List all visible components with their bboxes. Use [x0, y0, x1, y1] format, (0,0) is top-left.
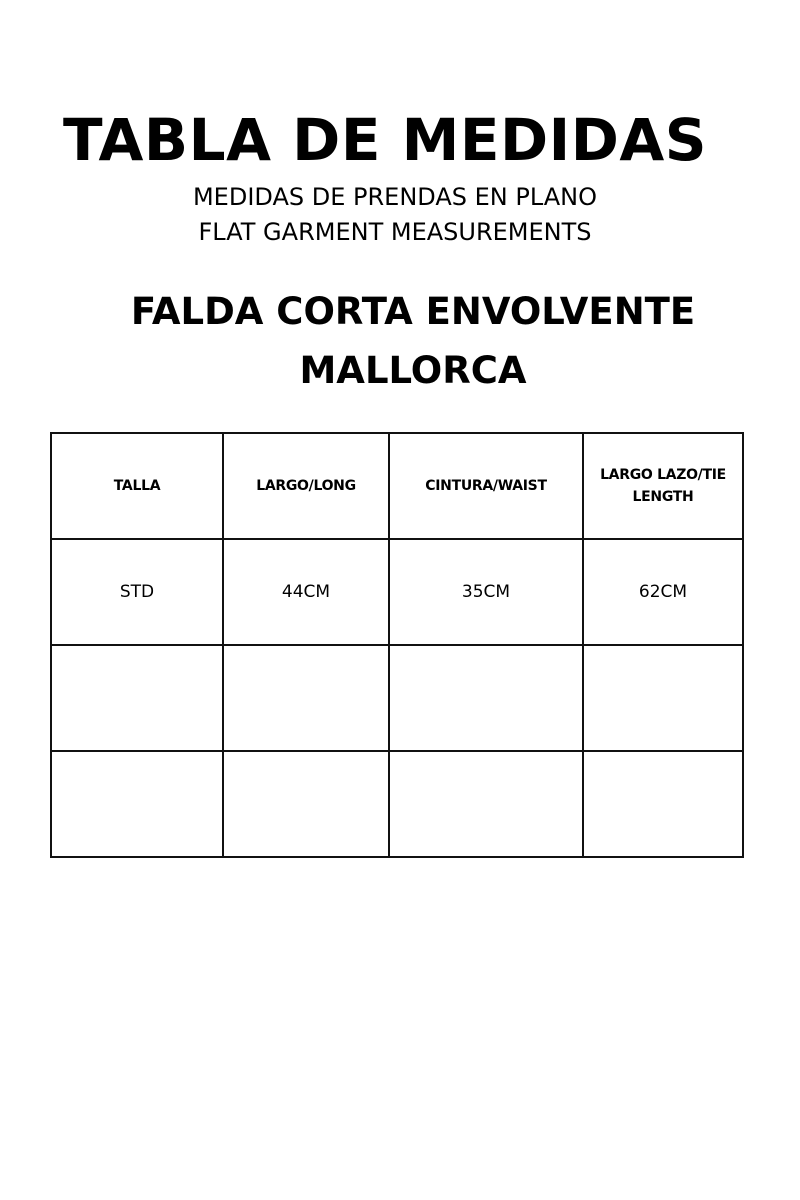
table-cell: 62CM: [583, 539, 743, 645]
header-talla: TALLA: [51, 433, 223, 539]
table-cell: [583, 645, 743, 751]
table-row: [51, 539, 743, 645]
table-cell: STD: [51, 539, 223, 645]
table-cell: [223, 645, 389, 751]
subtitle-english: FLAT GARMENT MEASUREMENTS: [198, 218, 592, 246]
table-cell: 35CM: [389, 539, 583, 645]
table-cell: 44CM: [223, 539, 389, 645]
table-cell: [223, 751, 389, 857]
table-cell: [389, 645, 583, 751]
subtitle-spanish: MEDIDAS DE PRENDAS EN PLANO: [192, 183, 598, 211]
page-title: TABLA DE MEDIDAS: [62, 106, 708, 174]
header-largo: LARGO/LONG: [223, 433, 389, 539]
header-largo-lazo: LARGO LAZO/TIE LENGTH: [583, 433, 743, 539]
header-cintura: CINTURA/WAIST: [389, 433, 583, 539]
table-cell: [51, 751, 223, 857]
table-cell: [583, 751, 743, 857]
table-cell: [51, 645, 223, 751]
product-name-line-1: FALDA CORTA ENVOLVENTE: [130, 290, 696, 333]
size-table: [50, 432, 744, 858]
table-cell: [389, 751, 583, 857]
table-row: [51, 751, 743, 857]
product-name-line-2: MALLORCA: [299, 349, 527, 392]
table-row: [51, 645, 743, 751]
table-header-row: [51, 433, 743, 539]
